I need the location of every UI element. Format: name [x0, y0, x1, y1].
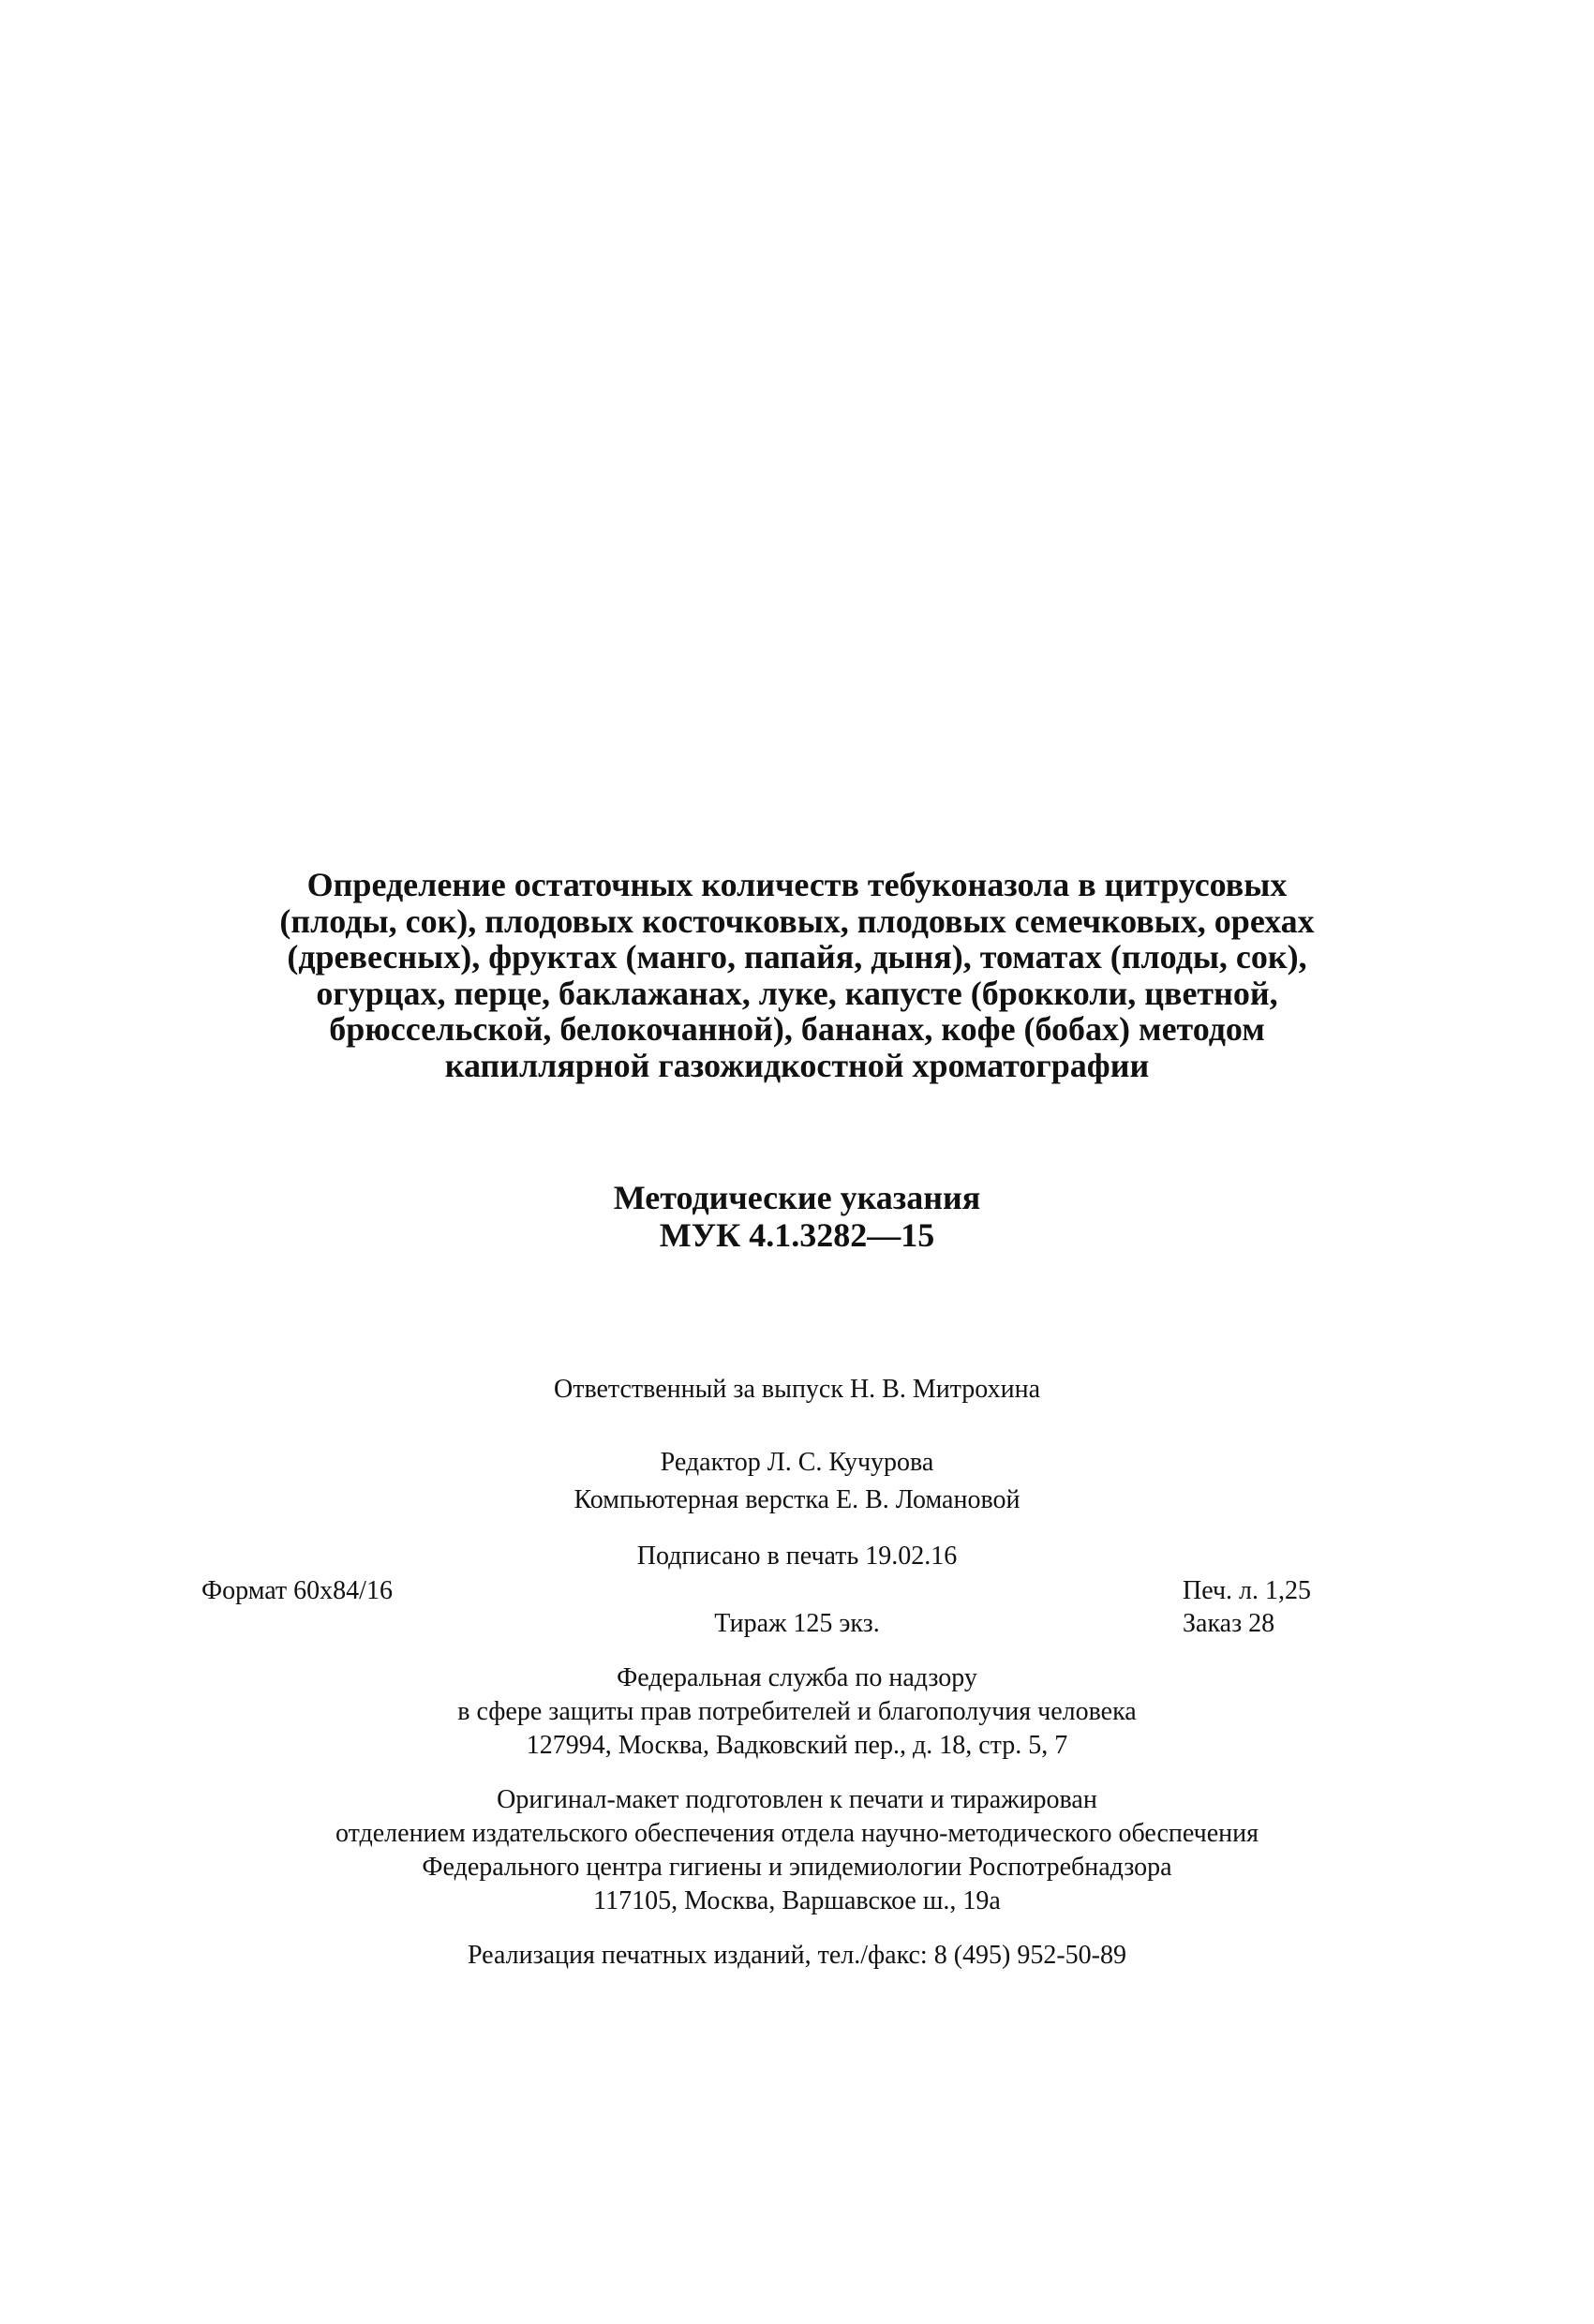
title-line: (плоды, сок), плодовых косточковых, плодовых семечковых, орехах	[279, 901, 1315, 940]
title-line: Определение остаточных количеств тебуконазола в цитрусовых	[306, 866, 1288, 903]
publisher-line: Федеральная служба по надзору	[617, 1663, 977, 1692]
printer-address: 117105, Москва, Варшавское ш., 19а	[593, 1886, 1001, 1915]
printer-line: Оригинал-макет подготовлен к печати и тиражирован	[497, 1785, 1097, 1814]
title-line: капиллярной газожидкостной хроматографии	[444, 1046, 1150, 1084]
signed-date: Подписано в печать 19.02.16	[636, 1542, 958, 1571]
printer-line: Федерального центра гигиены и эпидемиологии Роспотребнадзора	[422, 1853, 1172, 1882]
doc-number: МУК 4.1.3282—15	[659, 1216, 935, 1254]
sales-contact: Реализация печатных изданий, тел./факс: 8 (495) 952-50-89	[467, 1941, 1127, 1970]
publisher-line: в сфере защиты прав потребителей и благополучия человека	[457, 1697, 1137, 1726]
title-line: огурцах, перце, баклажанах, луке, капусте (брокколи, цветной,	[316, 974, 1278, 1012]
editor-line: Редактор Л. С. Кучурова	[660, 1448, 934, 1477]
format-info: Формат 60x84/16	[201, 1576, 393, 1605]
order-number: Заказ 28	[1183, 1609, 1275, 1638]
title-line: брюссельской, белокочанной), бананах, кофе (бобах) методом	[329, 1010, 1265, 1048]
document-designation	[0, 1179, 1594, 1254]
print-sheets: Печ. л. 1,25	[1183, 1576, 1312, 1605]
title-line: (древесных), фруктах (манго, папайя, дыня), томатах (плоды, сок),	[287, 938, 1307, 976]
responsible-editor: Ответственный за выпуск Н. В. Митрохина	[553, 1375, 1041, 1404]
circulation: Тираж 125 экз.	[714, 1609, 880, 1638]
doc-type: Методические указания	[613, 1179, 981, 1216]
document-title	[0, 867, 1594, 1083]
publisher-address: 127994, Москва, Вадковский пер., д. 18, стр. 5, 7	[526, 1731, 1068, 1760]
printer-line: отделением издательского обеспечения отдела научно-методического обеспечения	[335, 1819, 1259, 1848]
layout-line: Компьютерная верстка Е. В. Ломановой	[574, 1485, 1020, 1514]
